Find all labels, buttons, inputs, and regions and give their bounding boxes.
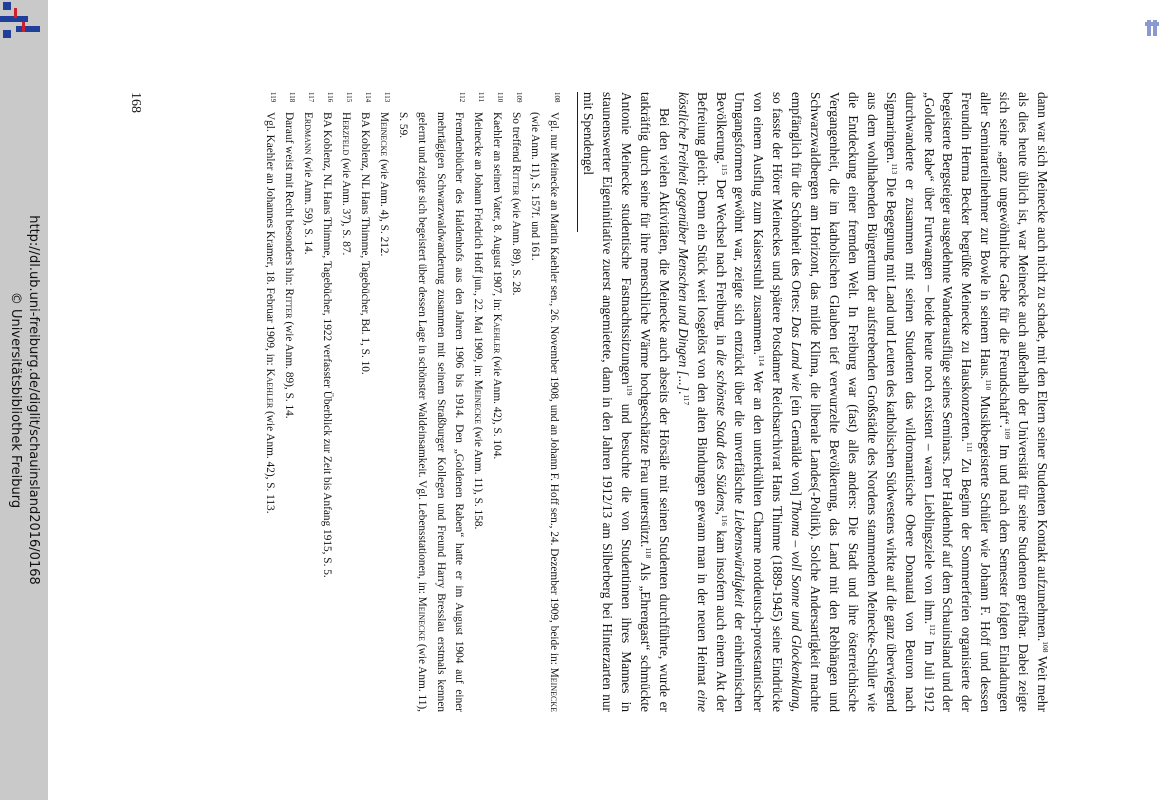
footnote-text	[279, 112, 298, 712]
footnote-divider	[577, 92, 578, 232]
footnote-reference: 108	[1041, 641, 1050, 653]
footnote-text: (wie Anm. 59), S. 14.	[302, 154, 315, 255]
footnote-text: Fremdenbücher des Haldenhofs aus den Jahren 1906 bis 1914. Den „Goldenen Raben“ hatte er im August 1904 auf einer mehrtägigen Schwarzwaldwanderung zusammen mit seinem Straßburger Kollegen und Freund Harry Bresslau erstmals kennen gelernt und zeigte sich begeistert über dessen Lage in schönster Waldeinsamkeit. Vgl. Lebensstationen, in:	[415, 112, 466, 712]
footnote-text: BA Koblenz, NL Hans Thimme, Tagebücher, 1922 verfasster Überblick zur Zeit bis Anfang 1915, S. 5.	[321, 112, 334, 578]
footnote-reference: 118	[643, 547, 653, 559]
footnote-text	[298, 112, 317, 712]
author-name: Meinecke	[472, 379, 485, 424]
paragraph-italic-text: Liebenswürdigkeit	[732, 509, 748, 608]
paragraph-text: kam insofern auch einem Akt der Befreiung gleich: Denn ein Stück weit losgelöst von den alten Bindungen gewann man in der neuen Heimat	[694, 92, 729, 712]
footnote-text: (wie Anm. 37), S. 87.	[340, 155, 353, 256]
paragraph-text: , so fasste der Hörer Meineckes und spätere Potsdamer Reichsarchivrat Hans Thimme (1889-1945) seine Eindrücke von einem Ausflug zum Kaiserstuhl zusammen.	[751, 92, 805, 712]
footnote-text	[355, 112, 374, 712]
footnote-text: Vgl. nur Meinecke an Martin Kaehler sen., 26. November 1908, und an Johann F. Hoff sen., 24. Dezember 1909, beide in:	[548, 112, 560, 668]
footnote-reference: 115	[719, 164, 729, 175]
footnote-number: 108	[553, 92, 561, 103]
scanned-page	[91, 92, 1051, 712]
footnote-reference: 117	[681, 394, 691, 406]
paragraph	[578, 92, 673, 712]
author-name: Ritter	[510, 165, 523, 196]
paragraph-text: [ein Gemälde von]	[789, 391, 805, 500]
footnote-reference: 109	[1003, 427, 1013, 440]
author-name: Kaehler	[264, 368, 277, 409]
paragraph-text: Als „Ehrengast“ schmückte Antonie Meinecke studentische Fastnachtssitzungen	[619, 92, 653, 713]
footnote-reference: 113	[889, 163, 899, 175]
page-number: 168	[128, 92, 143, 113]
footnote	[468, 92, 487, 712]
footnote-text	[525, 112, 563, 712]
footnote-number: 117	[307, 92, 316, 103]
footnote-text: (wie Anm. 4), S. 212.	[377, 156, 390, 257]
author-name: Herzfeld	[340, 112, 353, 156]
footnote-text: (wie Anm. 11), S. 158.	[472, 424, 485, 530]
footnote-text: (wie Anm. 89), S. 14.	[283, 318, 296, 419]
paragraph-italic-text: Das Land wie	[789, 316, 805, 392]
watermark	[0, 10, 48, 790]
footnote-text	[468, 112, 487, 712]
watermark-url[interactable]: http://dl.ub.uni-freiburg.de/diglit/schauinsland2016/0168	[26, 215, 41, 585]
footnote-text	[487, 112, 506, 712]
author-name: Erdmann	[302, 112, 315, 155]
footnote	[393, 92, 469, 712]
footnote-text: Kaehler an seinen Vater, 8. August 1907, in:	[491, 112, 504, 314]
paragraph-text: Weit mehr als dies heute üblich ist, war Meinecke auch außerhalb der Universität für seine Studenten greifbar. Dabei zeigte sich seine „ganz ungewöhnliche Gabe für die Freundschaft“.	[997, 92, 1050, 712]
paragraph-text: ,	[713, 511, 729, 515]
page-edge-marker-icon	[1143, 0, 1159, 40]
author-name: Kaehler	[491, 313, 504, 354]
paragraph-text: .	[675, 390, 691, 395]
footnote-text: (wie Anm. 42), S. 104.	[491, 353, 504, 460]
footnote-text: So treffend	[510, 112, 523, 166]
footnote-text: (wie Anm. 42), S. 113.	[264, 408, 277, 514]
footnote-reference: 112	[927, 624, 937, 636]
footnote-text: BA Koblenz, NL Hans Thimme, Tagebücher, Bd. 1, S. 10.	[358, 112, 371, 375]
footnote-text: Meinecke an Johann Friedrich Hoff jun., 22. Mai 1909, in:	[472, 112, 485, 380]
footnote-number: 119	[269, 92, 278, 103]
paragraph-text: der einheimischen Bevölkerung.	[713, 92, 748, 712]
footnote-number: 110	[496, 92, 505, 103]
paragraph-text: Die Begegnung mit Land und Leuten des katholischen Südwestens wirkte auf die ganz überwiegend aus dem wohlhabenden Bürgertum der aufstrebenden Großstädte des Nordens stammenden Meinecke-Schüler wie die Entdeckung einer fremden Welt. In Freiburg war (fast) alles anders: Die Stadt und ihre österreichische Vergangenheit, die im katholischen Glauben tief verwurzelte Bevölkerung, das Land mit den Rebhängen und Schwarzwaldbergen am Horizont, das milde Klima, die liberale Landes(-Politik). Solche Andersartigkeit machte empfänglich für die Schönheit des Ortes:	[789, 92, 899, 712]
footnote-text	[374, 112, 393, 712]
paragraph-text: Bei den vielen Aktivitäten, die Meinecke auch abseits der Hörsäle mit seinen Studenten durchführte, wurde er tatkräftig durch seine für ihre menschliche Wärme hochgeschätzte Frau unterstützt.	[637, 92, 672, 712]
paragraph-text: Der Wechsel nach Freiburg, in	[713, 175, 729, 350]
paragraph-text: Im und nach dem Semester folgten Einladungen aller Seminarteilnehmer zur Bowle in seinem Haus.	[978, 92, 1013, 713]
footnote	[317, 92, 336, 712]
author-name: Meinecke	[548, 667, 560, 713]
footnote-text: (wie Anm. 89), S. 28.	[510, 195, 523, 296]
footnote-text	[261, 112, 280, 712]
footnote	[506, 92, 525, 712]
footnote	[261, 92, 280, 712]
footnote-number: 109	[515, 92, 524, 103]
footnote-reference: 114	[757, 355, 767, 366]
footnote-number: 111	[477, 92, 486, 102]
footnote	[336, 92, 355, 712]
footnote-reference: 111	[965, 441, 975, 453]
footnote	[279, 92, 298, 712]
footnote-text: Darauf weist mit Recht besonders hin:	[283, 112, 296, 289]
footnote-number: 113	[382, 92, 391, 103]
author-name: Meinecke	[377, 112, 390, 157]
body-text	[578, 92, 1051, 712]
footnote	[374, 92, 393, 712]
footnote	[355, 92, 374, 712]
footnote-reference: 110	[984, 379, 994, 391]
footnote	[525, 92, 563, 712]
paragraph-text: Im Juli 1912 durchwanderte er zusammen mit seinen Studenten das wildromantische Obere Donautal von Beuron nach Sigmaringen.	[883, 92, 937, 712]
footnote	[487, 92, 506, 712]
footnote-text	[317, 112, 336, 712]
footnote-number: 114	[363, 92, 372, 103]
paragraph-text: dann war sich Meinecke auch nicht zu schade, mit den Eltern seiner Studenten Kontakt aufzunehmen.	[1035, 92, 1050, 642]
footnote-text: Vgl. Kaehler an Johannes Kramer, 18. Februar 1909, in:	[264, 112, 277, 369]
watermark-copyright: © Universitätsbibliothek Freiburg	[8, 291, 23, 509]
footnote-number: 116	[326, 92, 335, 103]
footnote-text: (wie Anm. 11), S. 59.	[396, 112, 428, 712]
footnote-number: 112	[458, 92, 467, 103]
footnote-number: 115	[345, 92, 354, 103]
paragraph-italic-text: eine köstliche Freiheit gegenüber Menschen und Dingen [...]	[675, 92, 710, 712]
footnote-text	[506, 112, 525, 712]
footnote-reference: 119	[625, 384, 635, 396]
paragraph-text: Musikbegeisterte Schüler wie Johann F. Hoff und dessen Freundin Herma Becker begrüßte Meinecke zu Hauskonzerten.	[959, 92, 994, 712]
footnotes	[261, 92, 564, 712]
footnote-text	[336, 112, 355, 712]
paragraph-text: Zu Beginn der Sommerferien organisierte der begeisterte Bergsteiger ausgedehnte Wanderausflüge seines Seminars. Der Haldenhof auf dem Schauinsland und der „Goldene Rabe“ über Furtwangen – beide heute noch existent – waren Lieblingsziele von ihm.	[921, 92, 975, 712]
footnote-text	[393, 112, 469, 712]
footnote-number: 118	[288, 92, 297, 103]
author-name: Ritter	[283, 288, 296, 319]
author-name: Meinecke	[415, 596, 428, 642]
paragraph-italic-text: die schönste Stadt des Südens	[713, 349, 729, 512]
paragraph-text: und besuchte die von Studentinnen ihres Mannes in staunenswerter Eigeninitiative zuerst angemietete, dann in den Jahren 1912/13 am Silberberg bei Hinterzarten nur mit Spendengel	[581, 92, 635, 712]
footnote-reference: 116	[719, 514, 729, 526]
footnote	[298, 92, 317, 712]
paragraph-text: Wer an den unterkühlten Charme norddeutsch-protestantischer Umgangsformen gewöhnt war, zeigte sich entzückt über die unverfälschte	[732, 92, 767, 713]
paragraph-italic-text: Thoma – voll Sonne und Glockenklang	[789, 499, 805, 709]
footnote-text: (wie Anm. 11), S. 157f. und 161.	[529, 112, 542, 261]
paragraph	[673, 92, 1051, 712]
